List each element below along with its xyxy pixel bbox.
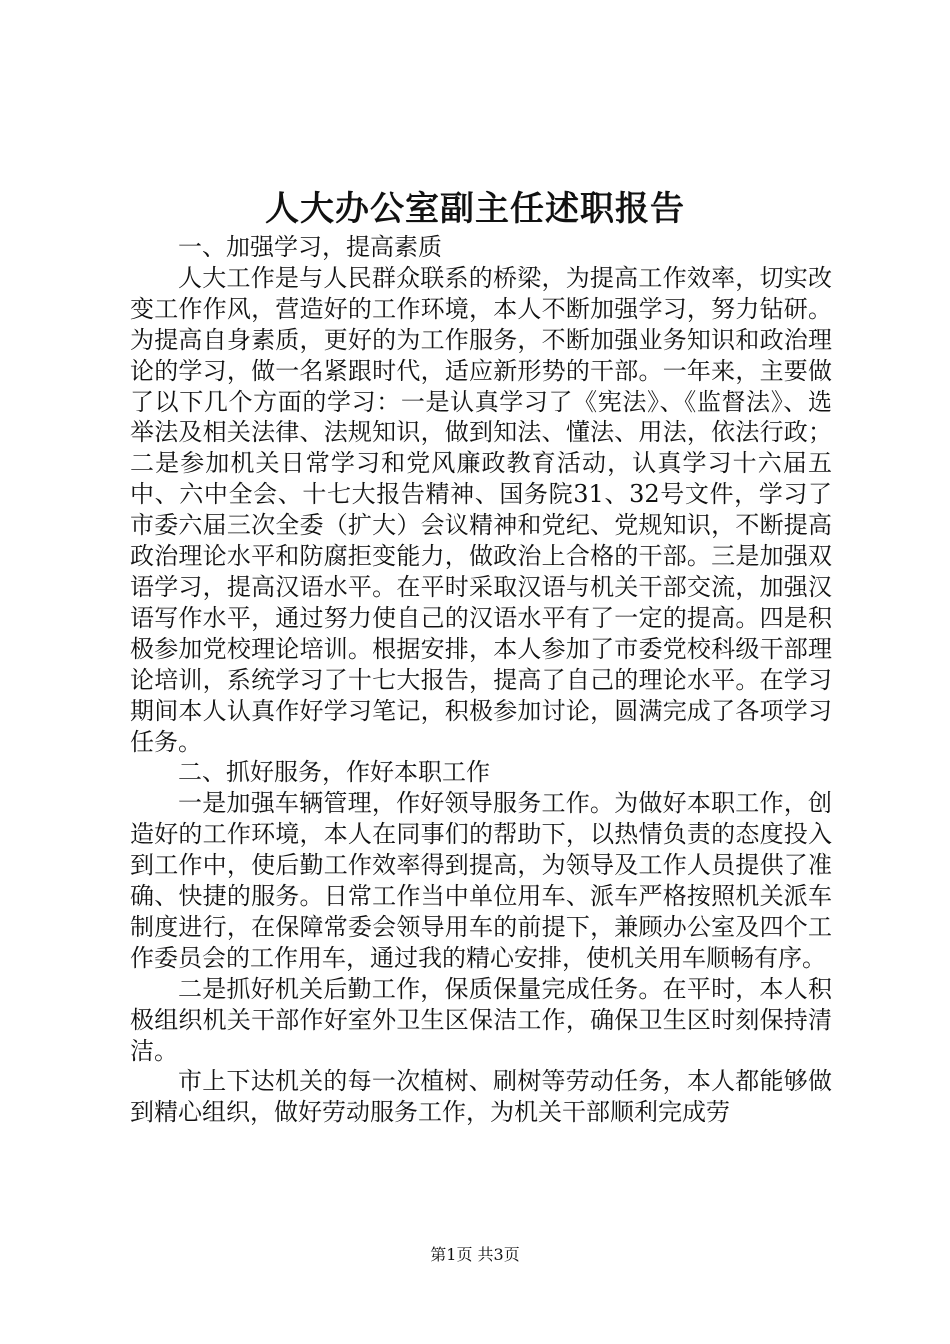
page-indicator: 第1页 共3页 — [430, 1245, 520, 1264]
paragraph-2: 一是加强车辆管理，作好领导服务工作。为做好本职工作，创造好的工作环境，本人在同事们的帮助下，以热情负责的态度投入到工作中，使后勤工作效率得到提高，为领导及工作人员提供了准确、快捷的服务。日常工作当中单位用车、派车严格按照机关派车制度进行，在保障常委会领导用车的前提下，兼顾办公室及四个工作委员会的工作用车，通过我的精心安排，使机关用车顺畅有序。 — [130, 789, 832, 972]
section-heading-2: 二、抓好服务，作好本职工作 — [178, 758, 490, 787]
paragraph-1: 人大工作是与人民群众联系的桥梁，为提高工作效率，切实改变工作作风，营造好的工作环境，本人不断加强学习，努力钻研。为提高自身素质，更好的为工作服务，不断加强业务知识和政治理论的学习，做一名紧跟时代，适应新形势的干部。一年来，主要做了以下几个方面的学习：一是认真学习了《宪法》、《监督法》、选举法及相关法律、法规知识，做到知法、懂法、用法，依法行政；二是参加机关日常学习和党风廉政教育活动，认真学习十六届五中、六中全会、十七大报告精神、国务院31、32号文件，学习了市委六届三次全委（扩大）会议精神和党纪、党规知识，不断提高政治理论水平和防腐拒变能力，做政治上合格的干部。三是加强双语学习，提高汉语水平。在平时采取汉语与机关干部交流，加强汉语写作水平，通过努力使自己的汉语水平有了一定的提高。四是积极参加党校理论培训。根据安排，本人参加了市委党校科级干部理论培训，系统学习了十七大报告，提高了自己的理论水平。在学习期间本人认真作好学习笔记，积极参加讨论，圆满完成了各项学习任务。 — [130, 263, 832, 756]
section-heading-1: 一、加强学习，提高素质 — [178, 233, 442, 261]
document-body — [130, 232, 832, 1128]
document-title: 人大办公室副主任述职报告 — [265, 189, 685, 229]
paragraph-4: 市上下达机关的每一次植树、刷树等劳动任务，本人都能够做到精心组织，做好劳动服务工作，为机关干部顺利完成劳 — [130, 1067, 832, 1127]
page-footer — [0, 1244, 950, 1266]
paragraph-3: 二是抓好机关后勤工作，保质保量完成任务。在平时，本人积极组织机关干部作好室外卫生区保洁工作，确保卫生区时刻保持清洁。 — [130, 974, 832, 1065]
